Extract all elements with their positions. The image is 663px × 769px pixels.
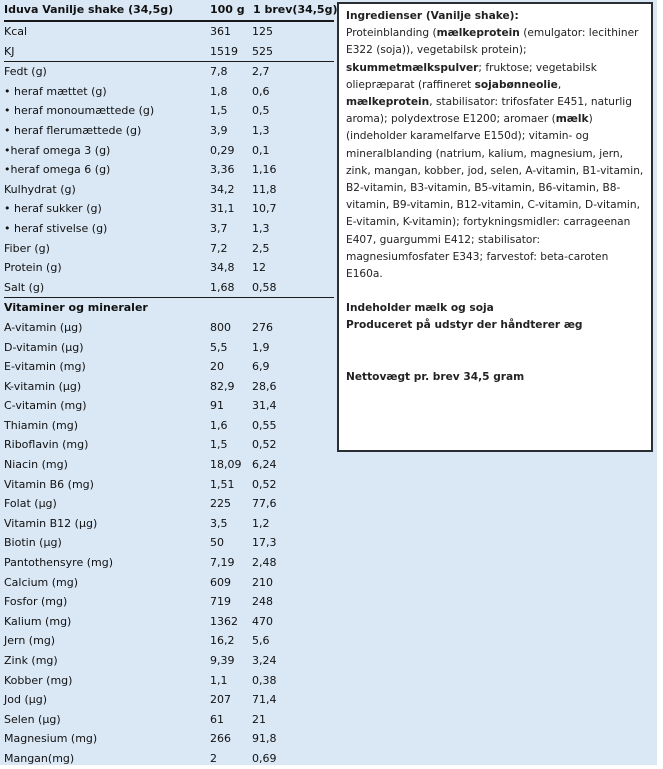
nutrient-label: •heraf omega 6 (g) — [4, 163, 111, 177]
value-per-sachet: 0,52 — [252, 477, 277, 491]
nutrient-label: Kobber (mg) — [4, 673, 73, 687]
value-per-100g: 9,39 — [210, 654, 235, 667]
nutrient-label: Kalium (mg) — [4, 614, 72, 628]
table-row — [4, 494, 334, 514]
value-per-100g: 7,19 — [210, 556, 235, 570]
nutrient-label: Thiamin (mg) — [4, 418, 79, 432]
nutrient-label: C-vitamin (mg) — [4, 399, 87, 413]
value-per-100g: 1,8 — [210, 84, 228, 98]
value-per-100g: 7,8 — [210, 65, 228, 79]
ingredient-text: ; fruktose; vegetabilsk oliepræparat (raffineret — [346, 61, 597, 91]
value-per-sachet: 77,6 — [252, 497, 277, 511]
nutrient-label: D-vitamin (µg) — [4, 340, 84, 354]
value-per-sachet: 21 — [252, 712, 266, 726]
col-per-sachet: 1 brev(34,5g) — [253, 3, 338, 16]
value-per-sachet: 1,3 — [252, 123, 270, 137]
value-per-100g: 20 — [210, 360, 224, 374]
table-row — [4, 377, 334, 397]
value-per-sachet: 525 — [252, 44, 273, 58]
table-row — [4, 690, 334, 710]
table-row — [4, 553, 334, 573]
table-row — [4, 219, 334, 239]
value-per-100g: 609 — [210, 575, 231, 589]
table-header — [4, 0, 338, 20]
table-row — [4, 101, 334, 121]
table-row — [4, 338, 334, 358]
value-per-sachet: 210 — [252, 575, 273, 589]
table-row — [4, 22, 334, 42]
vitamins-heading — [4, 298, 334, 318]
value-per-sachet: 0,55 — [252, 418, 277, 432]
product-name: Iduva Vanilje shake (34,5g) — [4, 3, 174, 16]
allergen-ingredient: mælkeprotein — [346, 96, 430, 109]
value-per-100g: 18,09 — [210, 458, 242, 472]
ingredients-title: Ingredienser (Vanilje shake): — [346, 10, 519, 22]
value-per-100g: 7,2 — [210, 241, 228, 255]
value-per-100g: 1,6 — [210, 418, 228, 432]
nutrient-label: Fedt (g) — [4, 65, 47, 79]
value-per-100g: 31,1 — [210, 202, 235, 216]
table-row — [4, 592, 334, 612]
value-per-sachet: 31,4 — [252, 399, 277, 413]
value-per-100g: 34,2 — [210, 182, 235, 196]
value-per-sachet: 0,38 — [252, 673, 277, 687]
value-per-sachet: 5,6 — [252, 634, 270, 648]
value-per-sachet: 91,8 — [252, 732, 277, 746]
allergen-info — [346, 300, 644, 334]
nutrient-label: Vitamin B6 (mg) — [4, 477, 94, 491]
nutrient-label: KJ — [4, 44, 15, 58]
table-row — [4, 318, 334, 338]
nutrient-label: •heraf omega 3 (g) — [4, 143, 111, 157]
table-row — [4, 514, 334, 534]
nutrient-label: K-vitamin (µg) — [4, 379, 82, 393]
value-per-sachet: 470 — [252, 614, 273, 628]
nutrient-label: Zink (mg) — [4, 654, 58, 667]
value-per-sachet: 0,58 — [252, 280, 277, 294]
value-per-sachet: 6,9 — [252, 360, 270, 374]
nutrient-label: Fiber (g) — [4, 241, 50, 255]
value-per-sachet: 0,69 — [252, 751, 277, 765]
nutrient-label: • heraf stivelse (g) — [4, 221, 108, 235]
nutrient-label: Pantothensyre (mg) — [4, 556, 113, 570]
value-per-sachet: 0,1 — [252, 143, 270, 157]
table-row — [4, 239, 334, 259]
value-per-100g: 1,1 — [210, 673, 228, 687]
nutrient-label: E-vitamin (mg) — [4, 360, 86, 374]
value-per-100g: 207 — [210, 693, 231, 707]
value-per-100g: 266 — [210, 732, 231, 746]
nutrient-label: Kcal — [4, 25, 28, 38]
value-per-100g: 34,8 — [210, 261, 235, 275]
table-row — [4, 416, 334, 436]
allergen-ingredient: skummetmælkspulver — [346, 61, 479, 74]
value-per-sachet: 1,16 — [252, 163, 277, 177]
value-per-100g: 3,7 — [210, 221, 228, 235]
value-per-sachet: 6,24 — [252, 458, 277, 472]
macros-section — [4, 62, 334, 297]
ingredient-text: , stabilisator: trifosfater E451, naturlig aroma); polydextrose E1200; aromaer ( — [346, 96, 632, 126]
value-per-sachet: 0,52 — [252, 438, 277, 452]
allergen-ingredient: mælkeprotein — [436, 27, 520, 40]
value-per-100g: 361 — [210, 25, 231, 38]
table-row — [4, 160, 334, 180]
table-row — [4, 612, 334, 632]
nutrient-label: Selen (µg) — [4, 712, 61, 726]
energy-section — [4, 22, 334, 61]
value-per-100g: 2 — [210, 751, 217, 765]
nutrient-label: Mangan(mg) — [4, 751, 75, 765]
value-per-sachet: 125 — [252, 25, 273, 38]
value-per-sachet: 0,5 — [252, 104, 270, 118]
ingredient-text: Proteinblanding ( — [346, 27, 437, 40]
table-row — [4, 258, 334, 278]
nutrient-label: Folat (µg) — [4, 497, 57, 511]
value-per-100g: 3,36 — [210, 163, 235, 177]
nutrient-label: • heraf flerumættede (g) — [4, 123, 142, 137]
table-row — [4, 278, 334, 298]
nutrient-label: Jern (mg) — [4, 634, 56, 648]
allergen-ingredient: mælk — [555, 113, 589, 126]
nutrient-label: Calcium (mg) — [4, 575, 79, 589]
value-per-sachet: 10,7 — [252, 202, 277, 216]
value-per-sachet: 2,7 — [252, 65, 270, 79]
nutrient-label: Biotin (µg) — [4, 536, 62, 550]
net-weight: Nettovægt pr. brev 34,5 gram — [346, 370, 525, 383]
nutrient-label: Vitamin B12 (µg) — [4, 516, 98, 530]
ingredient-text: (emulgator: lecithiner E322 (soja)), vegetabilsk protein); — [346, 27, 639, 57]
table-row — [4, 199, 334, 219]
allergen-line: Indeholder mælk og soja — [346, 302, 494, 315]
value-per-100g: 1,51 — [210, 477, 235, 491]
value-per-100g: 225 — [210, 497, 231, 511]
table-row — [4, 435, 334, 455]
allergen-ingredient: sojabønneolie — [474, 78, 558, 91]
value-per-100g: 1,68 — [210, 280, 235, 294]
table-row — [4, 533, 334, 553]
value-per-100g: 1,5 — [210, 438, 228, 452]
table-row — [4, 651, 334, 671]
ingredients-box — [337, 2, 653, 452]
value-per-100g: 800 — [210, 320, 231, 334]
table-row — [4, 710, 334, 730]
nutrient-label: Jod (µg) — [4, 693, 48, 707]
value-per-100g: 1519 — [210, 44, 238, 58]
value-per-100g: 3,9 — [210, 123, 228, 137]
value-per-sachet: 3,24 — [252, 654, 277, 667]
value-per-sachet: 28,6 — [252, 379, 277, 393]
value-per-100g: 5,5 — [210, 340, 228, 354]
value-per-sachet: 2,48 — [252, 556, 277, 570]
ingredients-text — [346, 25, 644, 283]
value-per-sachet: 12 — [252, 261, 266, 275]
value-per-100g: 61 — [210, 712, 224, 726]
nutrient-label: Salt (g) — [4, 280, 45, 294]
value-per-sachet: 11,8 — [252, 182, 277, 196]
table-row — [4, 141, 334, 161]
value-per-100g: 16,2 — [210, 634, 235, 648]
value-per-100g: 91 — [210, 399, 224, 413]
value-per-100g: 1362 — [210, 614, 238, 628]
nutrient-label: A-vitamin (µg) — [4, 320, 83, 334]
value-per-sachet: 1,2 — [252, 516, 270, 530]
nutrient-label: Niacin (mg) — [4, 458, 68, 472]
value-per-sachet: 17,3 — [252, 536, 277, 550]
nutrient-label: Riboflavin (mg) — [4, 438, 89, 452]
nutrient-label: • heraf sukker (g) — [4, 202, 102, 216]
nutrient-label: Magnesium (mg) — [4, 732, 98, 746]
table-row — [4, 82, 334, 102]
nutrient-label: • heraf mættet (g) — [4, 84, 107, 98]
col-per-100g: 100 g — [210, 3, 245, 16]
table-row — [4, 42, 334, 62]
value-per-100g: 50 — [210, 536, 224, 550]
nutrition-table — [4, 0, 338, 769]
value-per-100g: 3,5 — [210, 516, 228, 530]
value-per-sachet: 276 — [252, 320, 273, 334]
table-row — [4, 357, 334, 377]
value-per-sachet: 2,5 — [252, 241, 270, 255]
value-per-sachet: 71,4 — [252, 693, 277, 707]
vitamins-title: Vitaminer og mineraler — [4, 301, 148, 315]
table-row — [4, 180, 334, 200]
table-row — [4, 671, 334, 691]
allergen-line: Produceret på udstyr der håndterer æg — [346, 319, 583, 332]
vitamins-section — [4, 318, 334, 769]
table-row — [4, 475, 334, 495]
table-row — [4, 121, 334, 141]
table-row — [4, 573, 334, 593]
nutrient-label: Protein (g) — [4, 261, 62, 275]
nutrient-label: Fosfor (mg) — [4, 595, 68, 609]
value-per-100g: 1,5 — [210, 104, 228, 118]
value-per-sachet: 1,9 — [252, 340, 270, 354]
table-row — [4, 631, 334, 651]
value-per-sachet: 0,6 — [252, 84, 270, 98]
ingredient-text: , — [557, 78, 562, 91]
table-row — [4, 62, 334, 82]
table-row — [4, 749, 334, 769]
value-per-sachet: 1,3 — [252, 221, 270, 235]
value-per-sachet: 248 — [252, 595, 273, 609]
nutrient-label: • heraf monoumættede (g) — [4, 104, 155, 118]
table-row — [4, 729, 334, 749]
nutrient-label: Kulhydrat (g) — [4, 182, 76, 196]
ingredient-text: ) (indeholder karamelfarve E150d); vitamin- og mineralblanding (natrium, kalium, magnesium, jern, zink, mangan, kobber, jod, selen, A-vitamin, B1-vitamin, B2-vitamin, B3-vitamin, B5-vitamin, B6-vitamin, B8-vitamin, B9-vitamin, B12-vitamin, C-vitamin, D-vitamin, E-vitamin, K-vitamin); fortykningsmidler: carrageenan E407, guargummi E412; stabilisator: magnesiumfosfater E343; farvestof: beta-caroten E160a. — [346, 113, 644, 281]
value-per-100g: 719 — [210, 595, 231, 609]
table-row — [4, 455, 334, 475]
value-per-100g: 82,9 — [210, 379, 235, 393]
table-row — [4, 396, 334, 416]
value-per-100g: 0,29 — [210, 143, 235, 157]
